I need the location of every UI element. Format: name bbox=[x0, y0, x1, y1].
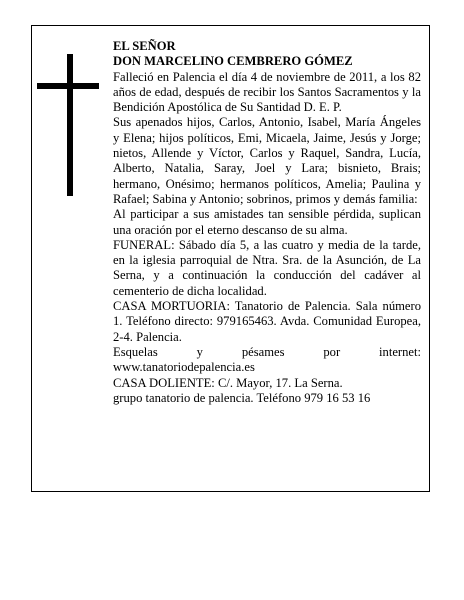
cross-icon bbox=[67, 54, 73, 196]
funeral-paragraph: FUNERAL: Sábado día 5, a las cuatro y media de la tarde, en la iglesia parroquial de Ntra. Sra. de la Asunción, de La Serna, y a continuación la conducción del cadáver al cementerio de dicha localidad. bbox=[113, 237, 421, 298]
title-line-1: EL SEÑOR bbox=[113, 39, 176, 53]
funeral-home-paragraph: CASA MORTUORIA: Tanatorio de Palencia. Sala número 1. Teléfono directo: 979165463. Avda. Comunidad Europea, 2-4. Palencia. bbox=[113, 299, 421, 344]
family-paragraph: Sus apenados hijos, Carlos, Antonio, Isabel, María Ángeles y Elena; hijos políticos, Emi, Micaela, Jaime, Jesús y Jorge; nietos, Allende y Víctor, Carlos y Raquel, Sandra, Lucía, Alberto, Natalia, Saray, Joel y Lara; bisnieto, Brais; hermano, Onésimo; hermanos políticos, Amelia; Paulina y Rafael; Sabina y Antonio; sobrinos, primos y demás familia: bbox=[113, 115, 421, 206]
obituary-text bbox=[113, 39, 421, 406]
cross-icon-crossbar bbox=[37, 83, 99, 89]
funeral-group-paragraph: grupo tanatorio de palencia. Teléfono 979 16 53 16 bbox=[113, 390, 371, 405]
prayer-request-paragraph: Al participar a sus amistades tan sensible pérdida, suplican una oración por el eterno descanso de su alma. bbox=[113, 207, 421, 237]
deceased-name: DON MARCELINO CEMBRERO GÓMEZ bbox=[113, 54, 353, 69]
death-notice-paragraph: Falleció en Palencia el día 4 de noviembre de 2011, a los 82 años de edad, después de recibir los Santos Sacramentos y la Bendición Apostólica de Su Santidad D. E. P. bbox=[113, 69, 421, 115]
internet-condolences-paragraph: Esquelas y pésames por internet: www.tanatoriodepalencia.es bbox=[113, 344, 421, 375]
family-home-paragraph: CASA DOLIENTE: C/. Mayor, 17. La Serna. bbox=[113, 375, 343, 390]
